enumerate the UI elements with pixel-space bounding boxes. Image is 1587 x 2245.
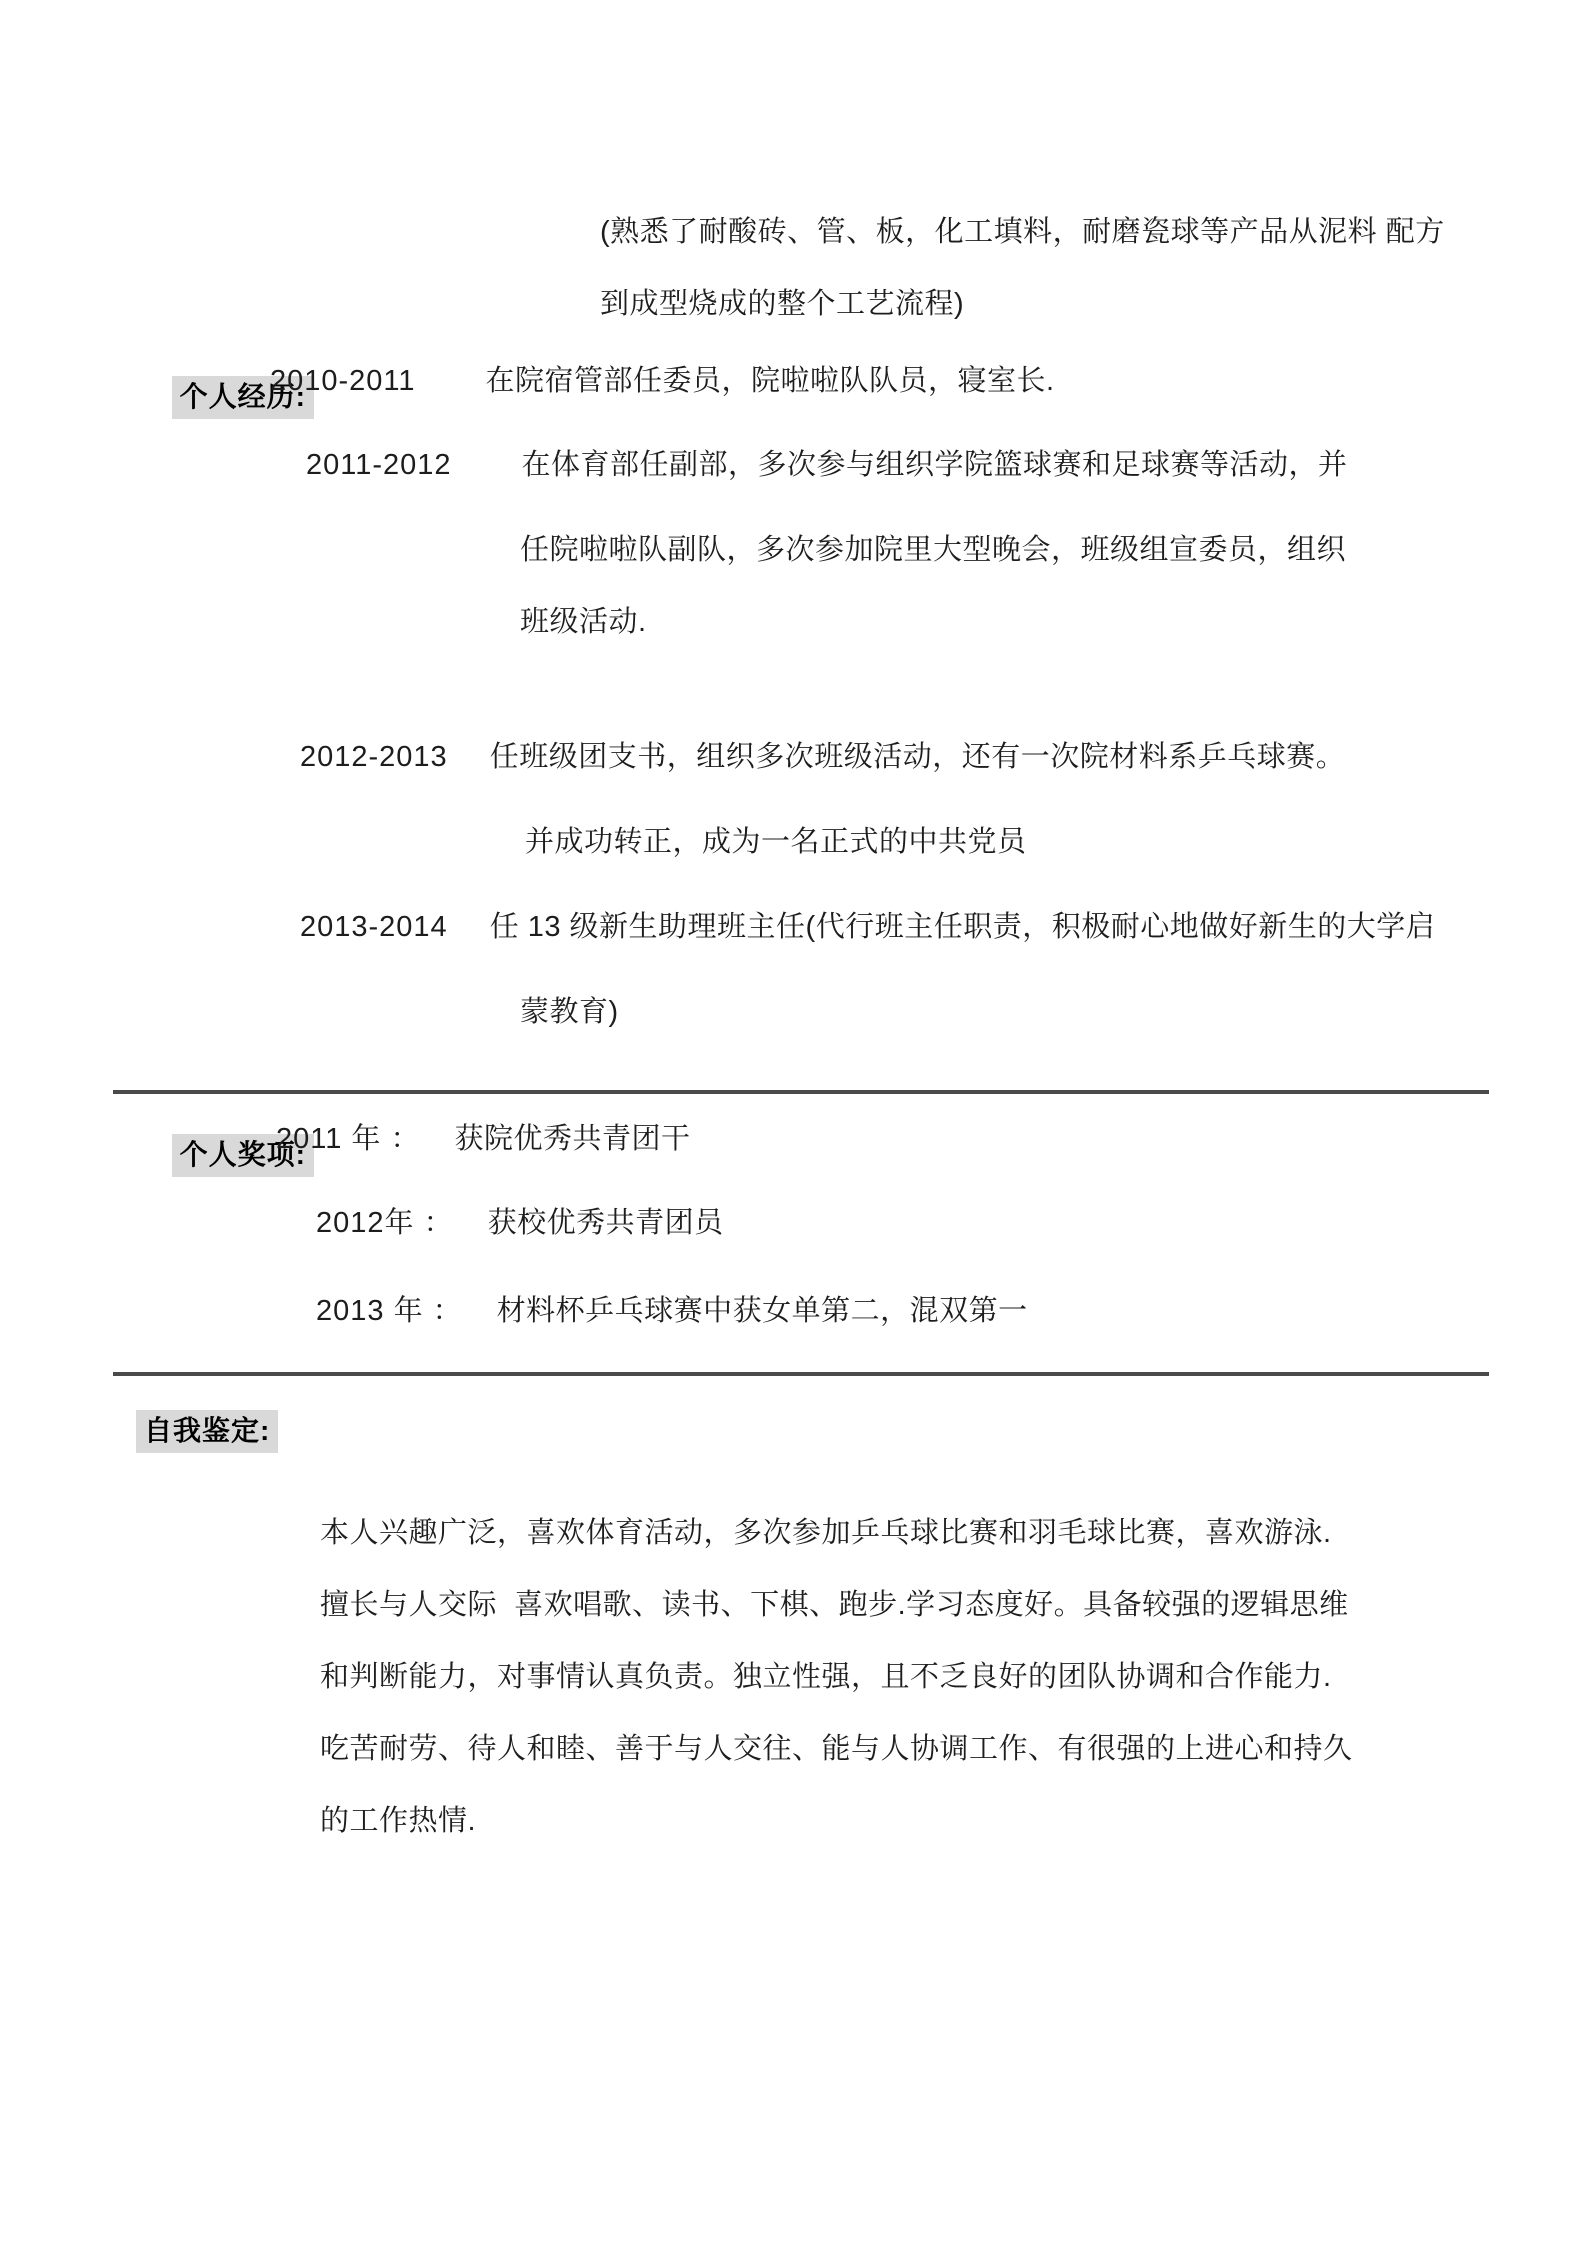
spacer bbox=[0, 488, 1587, 514]
awards-year-2012: 2012年 ： bbox=[316, 1207, 454, 1239]
experience-label-cell bbox=[0, 358, 306, 437]
experience-text-2010-line-1: 在院宿管部任委员，院啦啦队队员，寝室长. bbox=[485, 365, 1055, 397]
experience-text-2012-line-1: 任班级团支书，组织多次班级活动，还有一次院材料系乒乓球赛。 bbox=[489, 741, 1346, 773]
spacer bbox=[0, 420, 1587, 442]
spacer bbox=[0, 780, 1587, 806]
experience-text-2011-line-1: 在体育部任副部，多次参与组织学院篮球赛和足球赛等活动，并 bbox=[521, 449, 1348, 481]
spacer bbox=[0, 1178, 1587, 1200]
experience-row-2011 bbox=[0, 442, 1587, 488]
awards-year-2013: 2013 年 ： bbox=[316, 1295, 463, 1327]
experience-year-2012: 2012-2013 bbox=[300, 741, 448, 773]
experience-text-2013-line-2: 蒙教育) bbox=[520, 996, 619, 1028]
experience-text-2011-line-2: 任院啦啦队副队，多次参加院里大型晚会，班级组宣委员，组织 bbox=[520, 534, 1347, 566]
self-evaluation-line-1: 本人兴趣广泛，喜欢体育活动，多次参加乒乓球比赛和羽毛球比赛，喜欢游泳. bbox=[320, 1517, 1332, 1549]
spacer-before-rule-1 bbox=[0, 1048, 1587, 1090]
intro-note-line-1: (熟悉了耐酸砖、管、板，化工填料，耐磨瓷球等产品从泥料 配方 bbox=[600, 216, 1445, 248]
spacer bbox=[0, 1246, 1587, 1288]
experience-year-2010: 2010-2011 bbox=[270, 365, 416, 397]
awards-text-2012: 获校优秀共青团员 bbox=[487, 1207, 724, 1239]
spacer bbox=[0, 950, 1587, 976]
spacer bbox=[0, 1453, 1587, 1497]
section-label-self-evaluation: 自我鉴定: bbox=[136, 1410, 278, 1453]
spacer bbox=[0, 1376, 1587, 1410]
intro-note-line-2: 到成型烧成的整个工艺流程) bbox=[600, 288, 965, 320]
section-label-experience: 个人经历: bbox=[172, 376, 314, 419]
spacer bbox=[0, 878, 1587, 904]
self-evaluation-line-4: 吃苦耐劳、待人和睦、善于与人交往、能与人协调工作、有很强的上进心和持久 bbox=[320, 1733, 1353, 1765]
spacer-between-entries bbox=[0, 658, 1587, 734]
section-label-awards: 个人奖项: bbox=[172, 1134, 314, 1177]
awards-text-2011: 获院优秀共青团干 bbox=[454, 1123, 691, 1155]
spacer bbox=[0, 1094, 1587, 1116]
self-evaluation-line-2: 擅长与人交际 喜欢唱歌、读书、下棋、跑步.学习态度好。具备较强的逻辑思维 bbox=[320, 1589, 1349, 1621]
self-evaluation-line-3: 和判断能力，对事情认真负责。独立性强，且不乏良好的团队协调和合作能力. bbox=[320, 1661, 1332, 1693]
experience-year-2011: 2011-2012 bbox=[306, 449, 452, 481]
experience-row-2010 bbox=[0, 358, 1587, 420]
awards-row-2013 bbox=[0, 1288, 1587, 1334]
awards-row-2012 bbox=[0, 1200, 1587, 1246]
gap-before-experience bbox=[0, 340, 1587, 358]
self-evaluation-line-5: 的工作热情. bbox=[320, 1805, 477, 1837]
awards-text-2013: 材料杯乒乓球赛中获女单第二，混双第一 bbox=[496, 1295, 1028, 1327]
experience-text-2013-line-1: 任 13 级新生助理班主任(代行班主任职责，积极耐心地做好新生的大学启 bbox=[489, 911, 1436, 943]
experience-year-2013: 2013-2014 bbox=[300, 911, 448, 943]
experience-text-2011-line-3: 班级活动. bbox=[520, 606, 647, 638]
awards-year-2011: 2011 年 ： bbox=[276, 1123, 421, 1155]
awards-row-2011 bbox=[0, 1116, 1587, 1178]
experience-row-2013 bbox=[0, 904, 1587, 950]
experience-row-2012 bbox=[0, 734, 1587, 780]
self-evaluation-label-row bbox=[0, 1410, 1587, 1453]
top-margin bbox=[0, 0, 1587, 196]
spacer-before-rule-2 bbox=[0, 1334, 1587, 1372]
experience-text-2012-line-2: 并成功转正，成为一名正式的中共党员 bbox=[525, 826, 1027, 858]
awards-label-cell bbox=[0, 1116, 306, 1195]
